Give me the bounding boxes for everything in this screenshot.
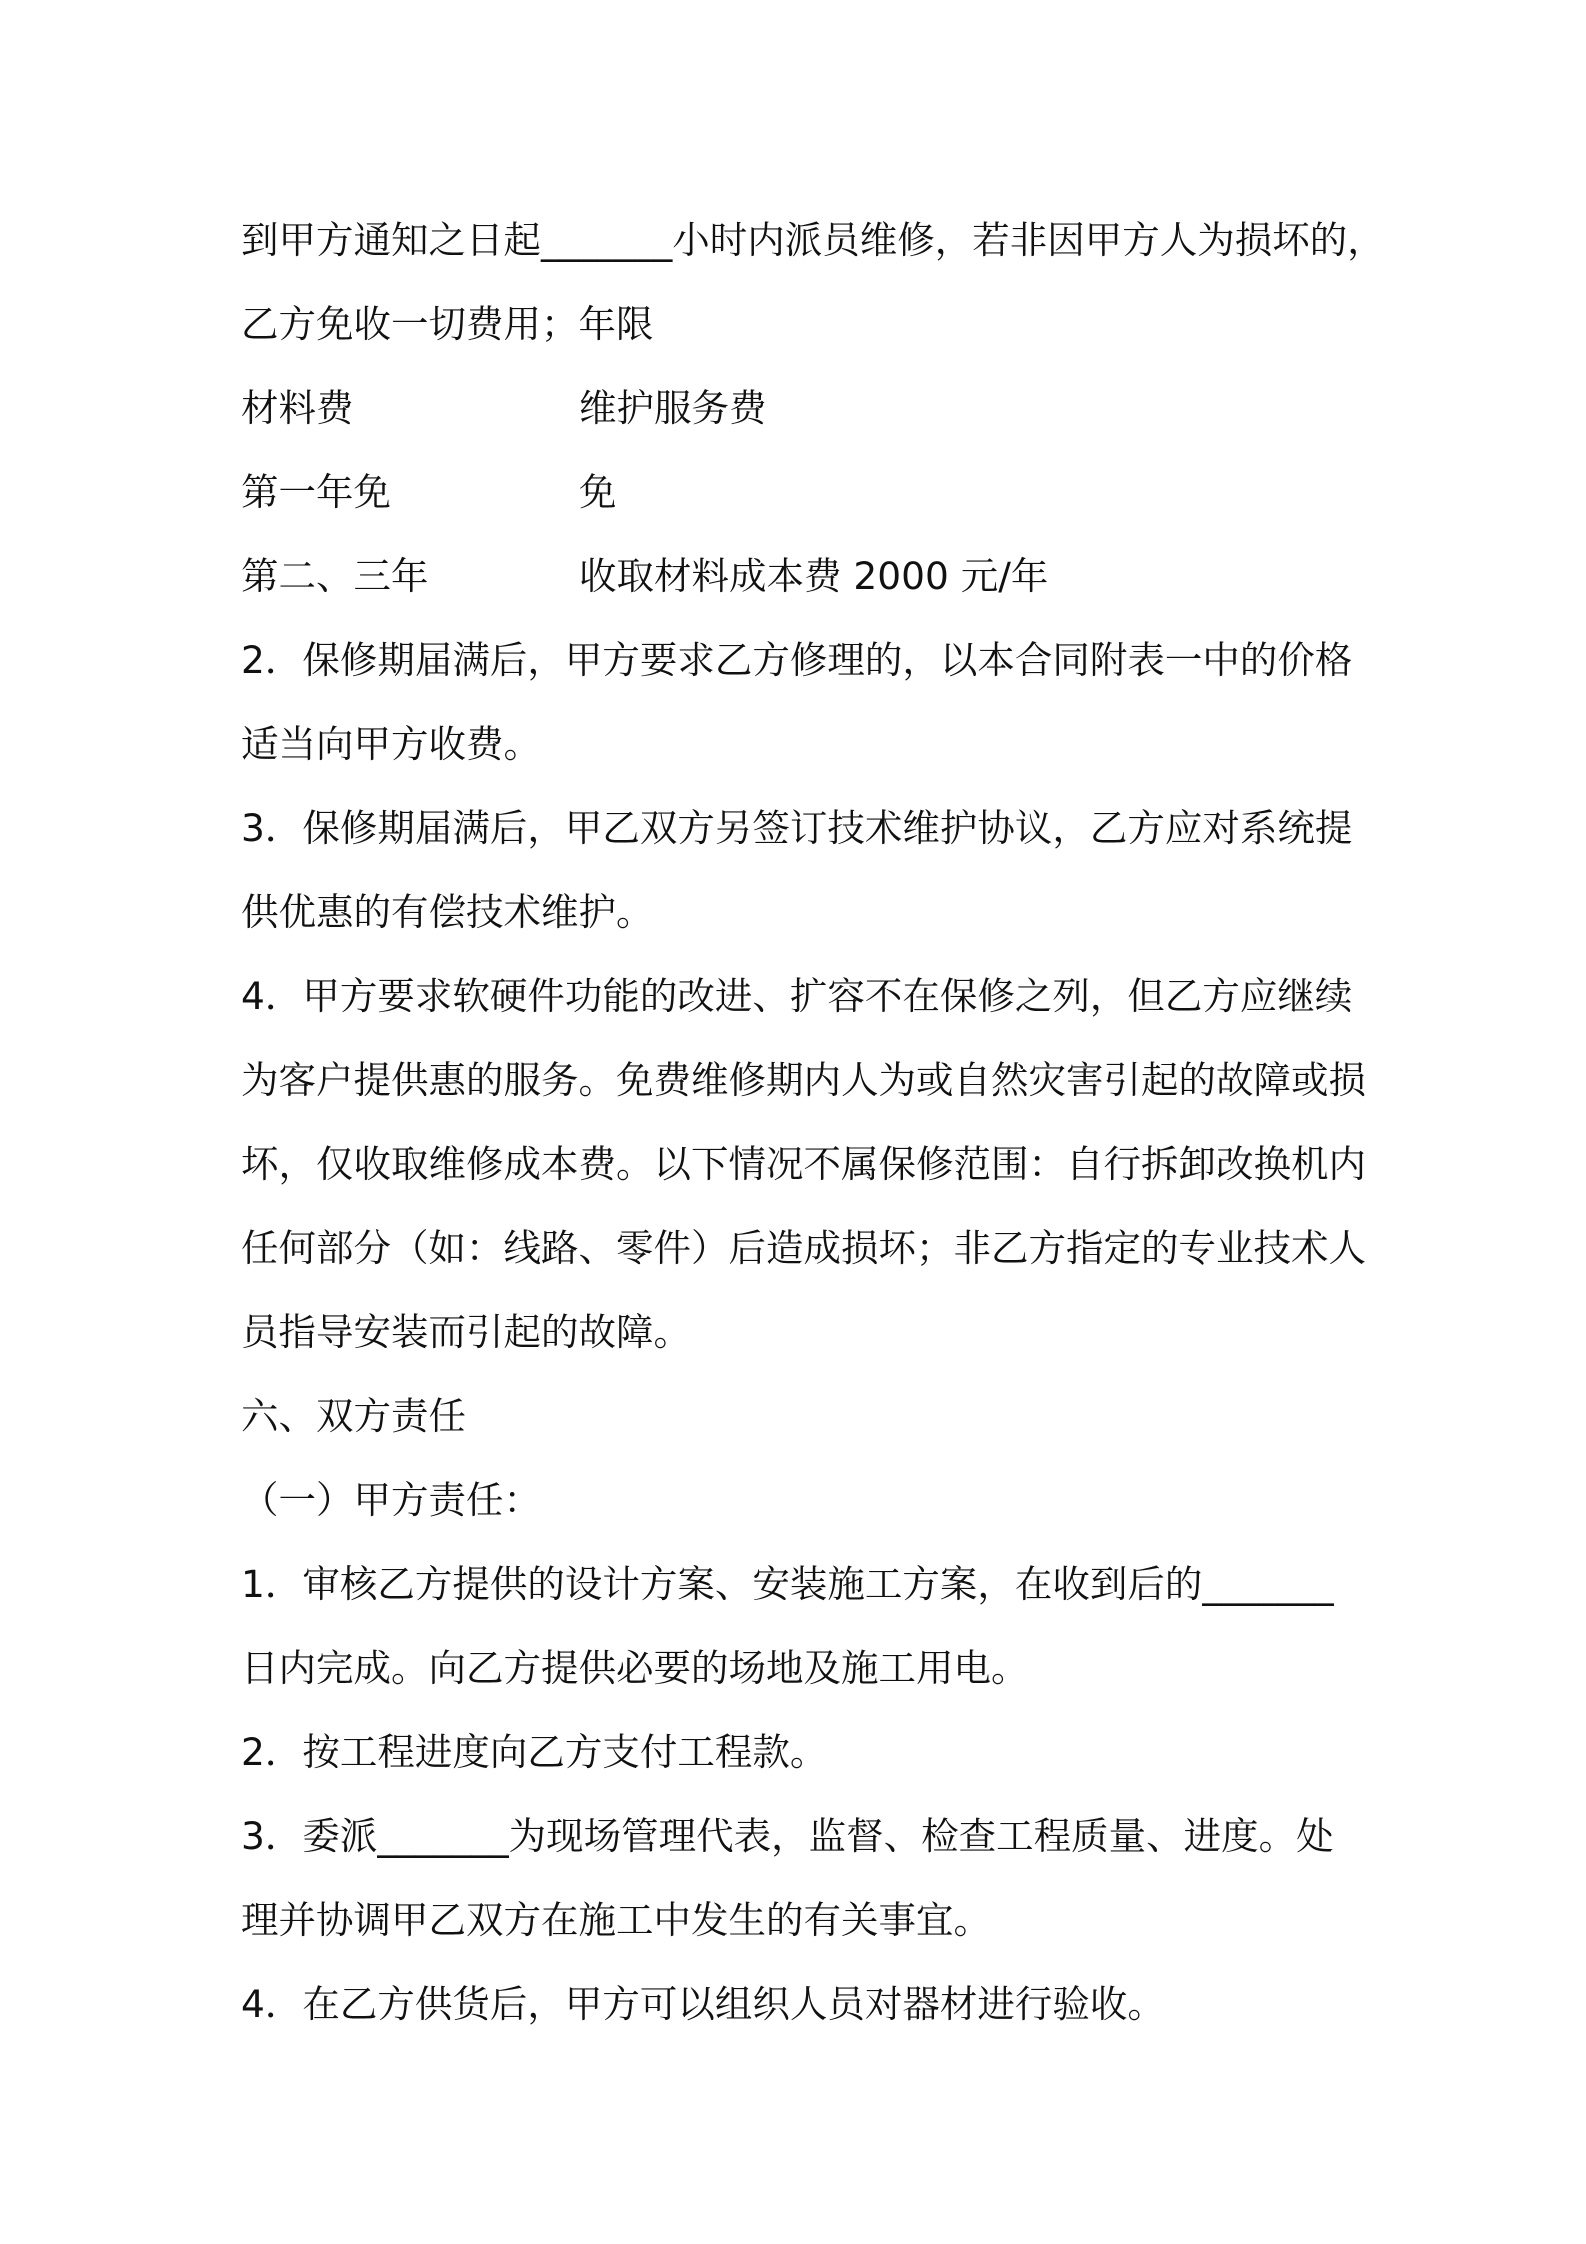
paragraph-line: 3．保修期届满后，甲乙双方另签订技术维护协议，乙方应对系统提 [241,806,1353,850]
duty-line: 日内完成。向乙方提供必要的场地及施工用电。 [241,1646,1029,1690]
text-line: 到甲方通知之日起_______小时内派员维修，若非因甲方人为损坏的， [241,218,1385,262]
paragraph-line: 4．甲方要求软硬件功能的改进、扩容不在保修之列，但乙方应继续 [241,974,1353,1018]
fee-table-row-fee: 免 [579,470,617,514]
paragraph-line: 任何部分（如：线路、零件）后造成损坏；非乙方指定的专业技术人 [241,1226,1366,1270]
document-body [241,198,1385,2046]
duty-line: 1．审核乙方提供的设计方案、安装施工方案，在收到后的_______ [241,1562,1334,1606]
duty-line: 4．在乙方供货后，甲方可以组织人员对器材进行验收。 [241,1982,1165,2026]
paragraph-line: 供优惠的有偿技术维护。 [241,890,654,934]
subsection-title: （一）甲方责任： [241,1478,541,1522]
fee-table-row-period: 第一年免 [241,470,391,514]
fee-table-row [241,534,1361,618]
duty-line: 2．按工程进度向乙方支付工程款。 [241,1730,828,1774]
text-line: 乙方免收一切费用；年限 [241,302,654,346]
paragraph-line: 坏，仅收取维修成本费。以下情况不属保修范围：自行拆卸改换机内 [241,1142,1366,1186]
paragraph-line: 员指导安装而引起的故障。 [241,1310,691,1354]
paragraph-line: 适当向甲方收费。 [241,722,541,766]
paragraph-line: 为客户提供惠的服务。免费维修期内人为或自然灾害引起的故障或损 [241,1058,1366,1102]
fee-table-row [241,450,1361,534]
fee-table-row-fee: 收取材料成本费 2000 元/年 [579,554,1049,598]
duty-line: 3．委派_______为现场管理代表，监督、检查工程质量、进度。处 [241,1814,1334,1858]
fee-table-row-period: 第二、三年 [241,554,429,598]
section-title: 六、双方责任 [241,1394,466,1438]
fee-table-header-left: 材料费 [241,386,354,430]
fee-table-header-right: 维护服务费 [579,386,767,430]
paragraph-line: 2．保修期届满后，甲方要求乙方修理的，以本合同附表一中的价格 [241,638,1353,682]
fee-table-header [241,366,1361,450]
duty-line: 理并协调甲乙双方在施工中发生的有关事宜。 [241,1898,991,1942]
